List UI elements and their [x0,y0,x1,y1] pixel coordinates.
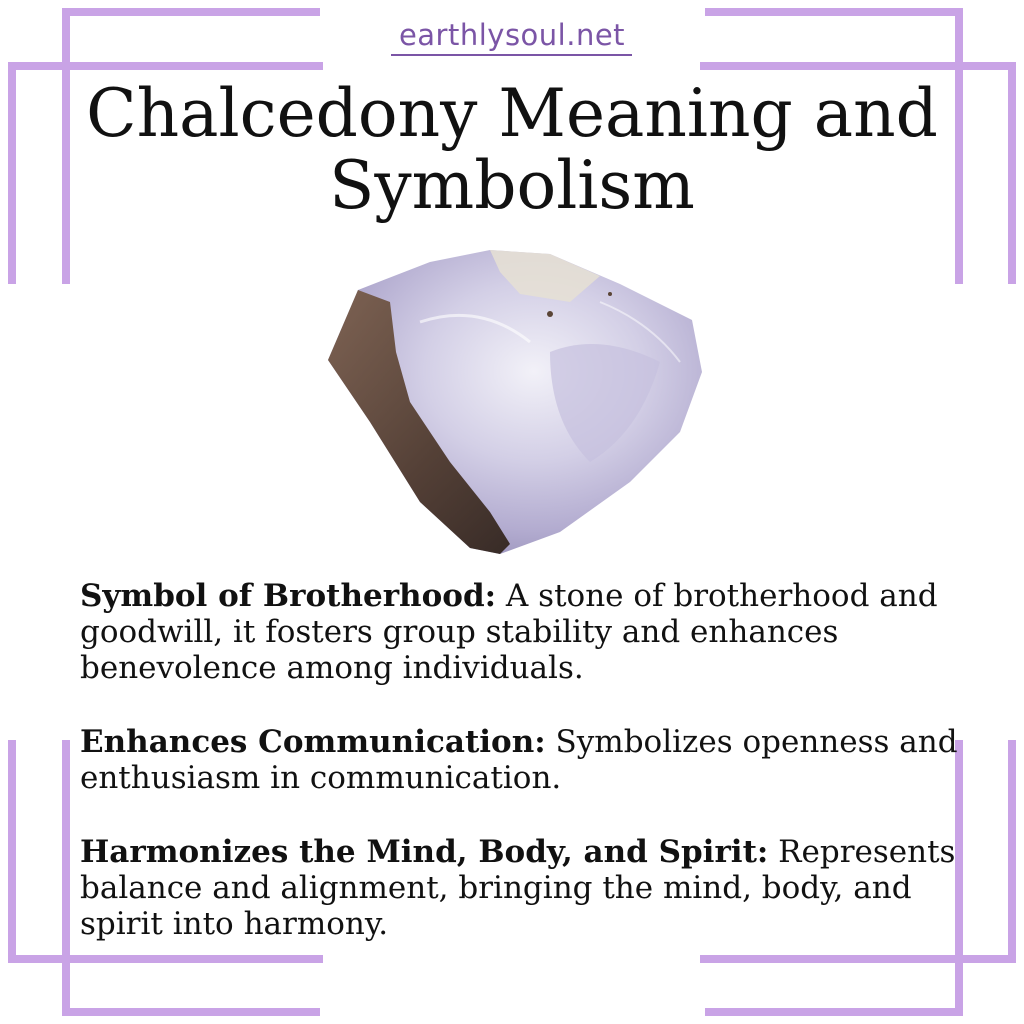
item-text: A stone of brotherhood and goodwill, it fosters group stability and enhances benevolence among individuals. [80,578,938,686]
frame-bar-bottom-right-outer [705,1008,963,1016]
meaning-list [80,578,960,980]
frame-bar-top-left [62,8,320,16]
frame-bar-top-right [705,8,963,16]
list-item-communication [80,724,960,796]
item-heading: Harmonizes the Mind, Body, and Spirit: [80,834,769,870]
item-text: Represents balance and alignment, bringing the mind, body, and spirit into harmony. [80,834,956,942]
chalcedony-stone-image [300,232,724,572]
frame-bar-bottom-left-outer [62,1008,320,1016]
item-text: Symbolizes openness and enthusiasm in communication. [80,724,958,796]
list-item-brotherhood [80,578,960,686]
page-title: Chalcedony Meaning and Symbolism [86,75,938,224]
frame-bar-left-bottom [8,740,16,962]
brand-logo[interactable]: earthlysoul.net [398,18,626,52]
item-heading: Symbol of Brotherhood: [80,578,497,614]
frame-bar-top-right-inner [700,62,1016,70]
frame-bar-left-bottom-inner [62,740,70,1016]
frame-bar-top-left-inner [8,62,323,70]
list-item-harmony [80,834,960,942]
brand-logo-underline [391,54,632,56]
item-heading: Enhances Communication: [80,724,546,760]
frame-bar-right-top-outer [1008,62,1016,284]
frame-bar-right-bottom [1008,740,1016,962]
frame-bar-left-top-outer [8,62,16,284]
